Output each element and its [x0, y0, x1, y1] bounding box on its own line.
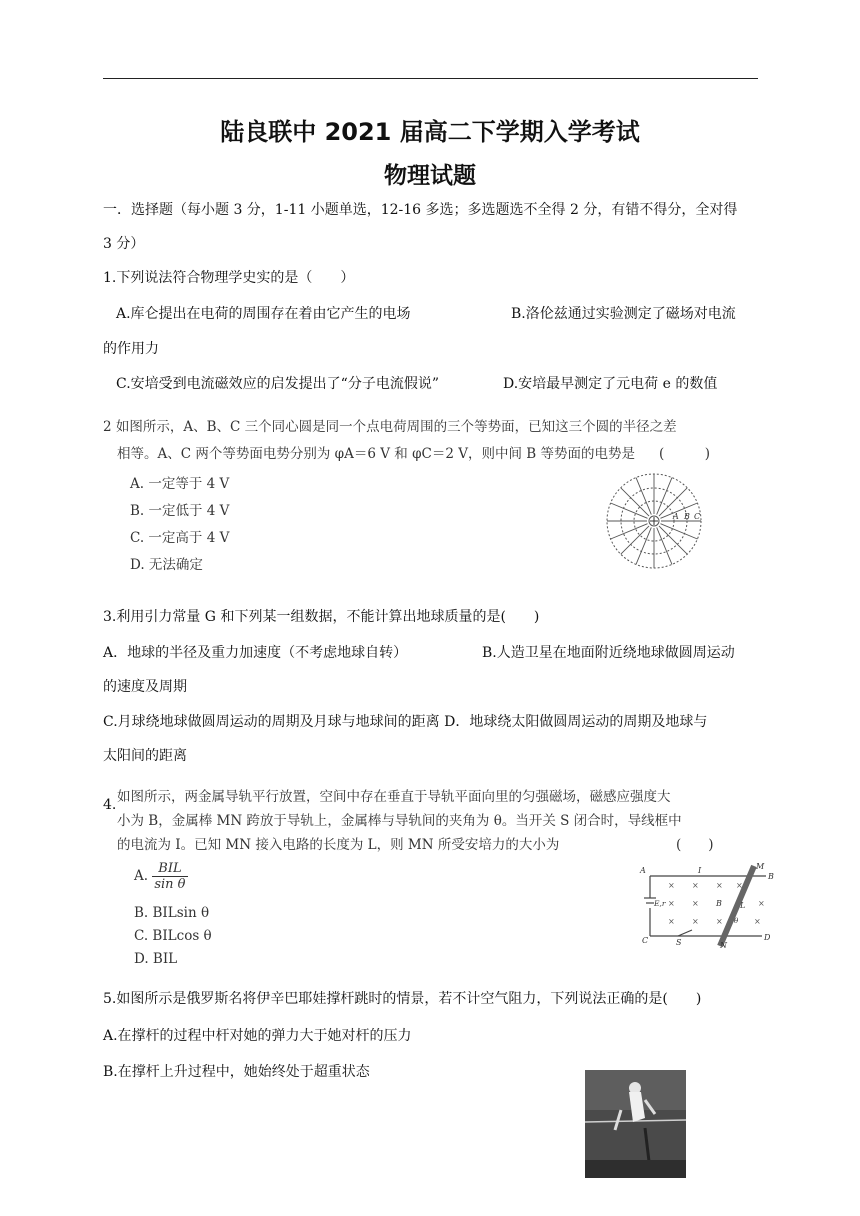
q2-stem: 2 如图所示，A、B、C 三个同心圆是同一个点电荷周围的三个等势面，已知这三个圆的半径之差: [103, 419, 677, 435]
figure-label-m: M: [756, 862, 765, 871]
figure-label-b: B: [768, 872, 774, 881]
field-line: [660, 503, 697, 518]
q4-option-a: [134, 861, 188, 892]
figure-label-field: B: [716, 899, 722, 908]
figure-label-length: L: [740, 901, 746, 910]
q4-option-a-fraction: [152, 861, 187, 892]
q4-stem: 如图所示，两金属导轨平行放置，空间中存在垂直于导轨平面向里的匀强磁场，磁感应强度大: [117, 789, 671, 805]
q5-stem: 5.如图所示是俄罗斯名将伊辛巴耶娃撑杆跳时的情景，若不计空气阻力，下列说法正确的是( ): [103, 991, 702, 1007]
q4-option-b: B. BILsin θ: [134, 905, 210, 921]
field-cross: ×: [758, 899, 765, 908]
q4-option-a-denominator: sin θ: [154, 877, 186, 892]
field-cross: ×: [736, 881, 743, 890]
figure-label-theta: θ: [734, 917, 739, 925]
q4-option-a-label: A.: [134, 868, 149, 884]
field-line: [660, 524, 697, 539]
field-cross: ×: [692, 917, 699, 926]
header-rule: [103, 78, 758, 79]
figure-label-switch: S: [676, 938, 682, 947]
field-cross: ×: [692, 881, 699, 890]
field-cross: ×: [716, 917, 723, 926]
exam-title: 陆良联中 2021 届高二下学期入学考试: [220, 118, 640, 146]
q4-stem-cont-1: 小为 B，金属棒 MN 跨放于导轨上，金属棒与导轨间的夹角为 θ。当开关 S 闭合时，导线框中: [117, 813, 682, 829]
equipotential-figure: [602, 472, 706, 576]
exam-subtitle: 物理试题: [384, 163, 476, 189]
q1-option-b: B.洛伦兹通过实验测定了磁场对电流: [511, 306, 736, 322]
field-cross: ×: [716, 881, 723, 890]
q3-option-d-cont: 太阳间的距离: [103, 748, 187, 764]
q2-option-a: A. 一定等于 4 V: [130, 476, 230, 492]
field-cross: ×: [668, 881, 675, 890]
q2-option-c: C. 一定高于 4 V: [130, 530, 230, 546]
q3-option-a: A．地球的半径及重力加速度（不考虑地球自转）: [103, 645, 408, 661]
pole-vault-photo: [585, 1070, 686, 1178]
figure-label-n: N: [720, 941, 727, 950]
rail-circuit-figure: [636, 860, 784, 952]
q2-answer-paren: ( ): [659, 446, 711, 462]
figure-label-d: D: [764, 933, 771, 942]
field-cross: ×: [668, 917, 675, 926]
figure-label-current: I: [698, 866, 702, 875]
q4-answer-paren: ( ): [676, 837, 714, 853]
field-line: [621, 488, 649, 516]
q3-stem: 3.利用引力常量 G 和下列某一组数据，不能计算出地球质量的是( ): [103, 609, 540, 625]
figure-label-b: B: [684, 512, 690, 521]
section-instructions-cont: 3 分）: [103, 236, 145, 252]
q3-option-b: B.人造卫星在地面附近绕地球做圆周运动: [482, 645, 735, 661]
q1-option-d: D.安培最早测定了元电荷 e 的数值: [503, 376, 718, 392]
q4-option-d: D. BIL: [134, 951, 178, 967]
q1-stem: 1.下列说法符合物理学史实的是（ ）: [103, 270, 355, 286]
q3-option-c-d: C.月球绕地球做圆周运动的周期及月球与地球间的距离 D．地球绕太阳做圆周运动的周期及地球与: [103, 714, 708, 730]
q2-option-d: D. 无法确定: [130, 557, 203, 573]
q1-option-a: A.库仑提出在电荷的周围存在着由它产生的电场: [116, 306, 411, 322]
q4-option-a-numerator: BIL: [152, 861, 187, 877]
q2-option-b: B. 一定低于 4 V: [130, 503, 230, 519]
field-cross: ×: [692, 899, 699, 908]
q3-option-b-cont: 的速度及周期: [103, 679, 187, 695]
figure-label-emf: E,r: [654, 899, 666, 908]
field-line: [657, 478, 672, 515]
field-line: [659, 526, 687, 554]
field-cross: ×: [754, 917, 761, 926]
q4-number: 4.: [103, 797, 117, 813]
q4-option-c: C. BILcos θ: [134, 928, 212, 944]
figure-label-c: C: [642, 936, 649, 945]
section-instructions: 一．选择题（每小题 3 分，1-11 小题单选，12-16 多选；多选题选不全得 2 分，有错不得分，全对得: [103, 202, 738, 218]
q5-option-a: A.在撑杆的过程中杆对她的弹力大于她对杆的压力: [103, 1028, 412, 1044]
q2-stem-cont: 相等。A、C 两个等势面电势分别为 φA＝6 V 和 φC＝2 V，则中间 B 等势面的电势是: [117, 446, 635, 462]
field-line: [636, 478, 651, 515]
q4-stem-cont-2: 的电流为 I。已知 MN 接入电路的长度为 L，则 MN 所受安培力的大小为: [117, 837, 560, 853]
field-cross: ×: [668, 899, 675, 908]
figure-label-a: A: [673, 512, 679, 521]
figure-label-a: A: [640, 866, 646, 875]
q1-option-b-cont: 的作用力: [103, 341, 159, 357]
figure-label-c: C: [694, 512, 701, 521]
q1-option-c: C.安培受到电流磁效应的启发提出了“分子电流假说”: [116, 376, 439, 392]
q5-option-b: B.在撑杆上升过程中，她始终处于超重状态: [103, 1064, 370, 1080]
field-line: [621, 526, 649, 554]
